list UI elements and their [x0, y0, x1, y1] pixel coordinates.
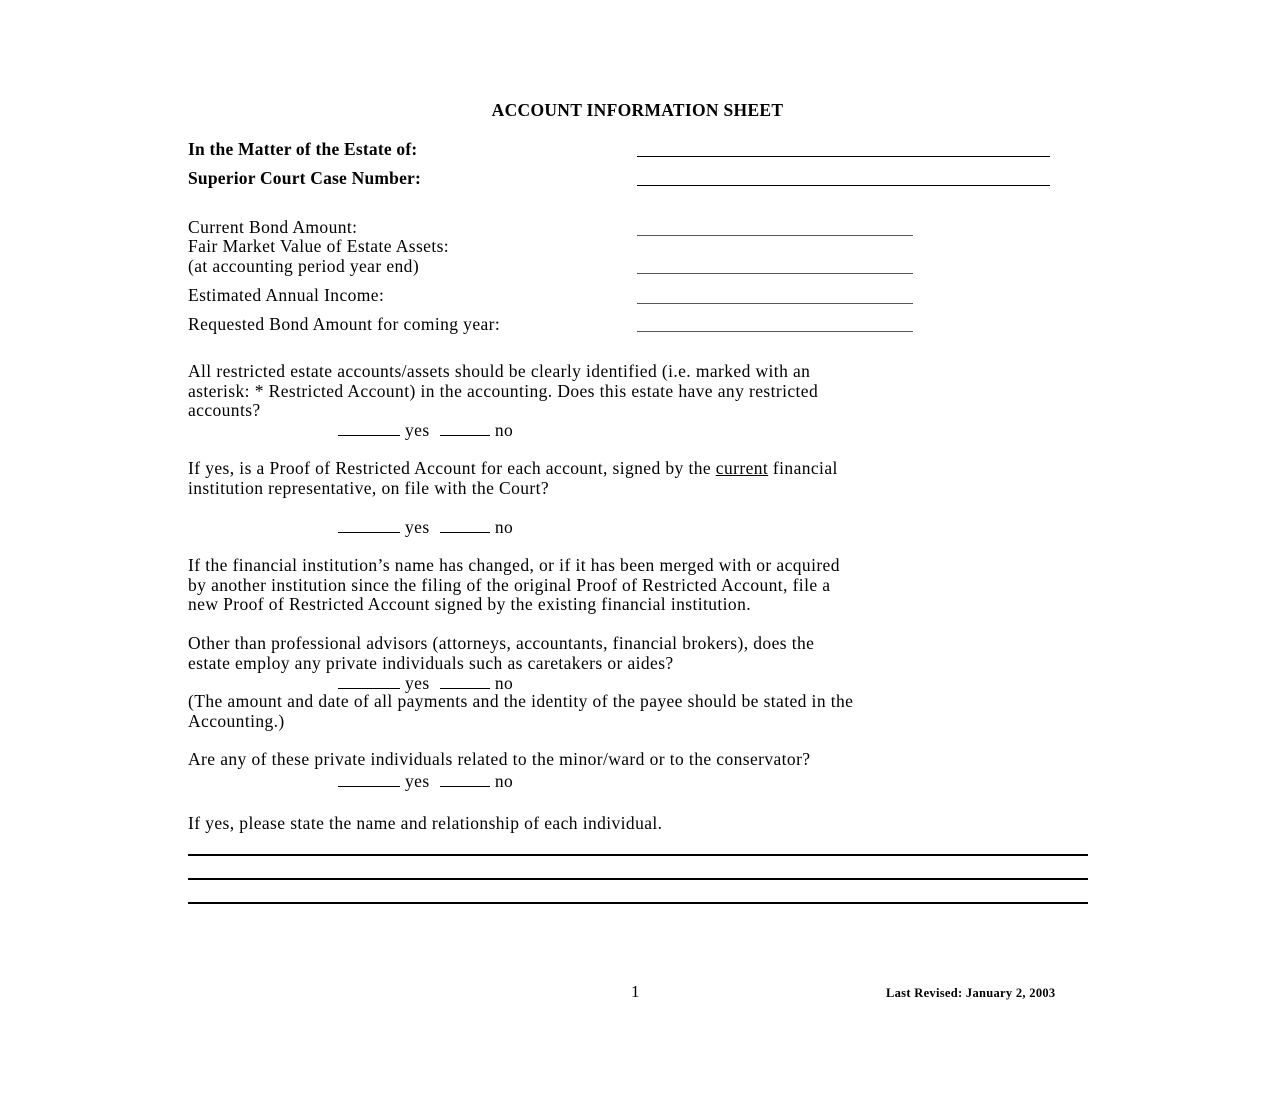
no-blank[interactable]	[440, 772, 490, 787]
restricted-accounts-choice: yes no	[338, 420, 513, 440]
fair-market-value-sublabel: (at accounting period year end)	[188, 256, 420, 276]
no-blank[interactable]	[440, 674, 490, 689]
payments-note: (The amount and date of all payments and the identity of the payee should be stated in the Accounting.)	[188, 691, 854, 731]
yes-blank[interactable]	[338, 772, 400, 787]
answer-line-2[interactable]	[188, 878, 1088, 880]
case-number-label: Superior Court Case Number:	[188, 168, 422, 188]
related-individuals-choice: yes no	[338, 771, 513, 791]
current-bond-field[interactable]	[637, 235, 913, 236]
related-individuals-question: Are any of these private individuals related to the minor/ward or to the conservator?	[188, 749, 811, 769]
private-individuals-choice: yes no	[338, 673, 513, 693]
estate-of-label: In the Matter of the Estate of:	[188, 139, 418, 159]
proof-on-file-choice: yes no	[338, 517, 513, 537]
name-change-note: If the financial institution’s name has changed, or if it has been merged with or acquired by another institution since the filing of the original Proof of Restricted Account, file a new Proof of Restricted Account signed by the existing financial institution.	[188, 555, 840, 614]
no-blank[interactable]	[440, 421, 490, 436]
private-individuals-question: Other than professional advisors (attorneys, accountants, financial brokers), does the estate employ any private individuals such as caretakers or aides?	[188, 633, 815, 673]
case-number-field[interactable]	[637, 185, 1050, 186]
requested-bond-field[interactable]	[637, 331, 913, 332]
page-number: 1	[631, 982, 640, 1001]
yes-blank[interactable]	[338, 421, 400, 436]
yes-blank[interactable]	[338, 674, 400, 689]
estimated-income-label: Estimated Annual Income:	[188, 285, 385, 305]
proof-on-file-question: If yes, is a Proof of Restricted Account for each account, signed by the current financial institution representative, on file with the Court?	[188, 458, 838, 498]
requested-bond-label: Requested Bond Amount for coming year:	[188, 314, 501, 334]
last-revised: Last Revised: January 2, 2003	[886, 986, 1056, 1000]
answer-line-1[interactable]	[188, 854, 1088, 856]
yes-blank[interactable]	[338, 518, 400, 533]
no-blank[interactable]	[440, 518, 490, 533]
estate-of-field[interactable]	[637, 156, 1050, 157]
current-bond-label: Current Bond Amount:	[188, 217, 358, 237]
restricted-accounts-question: All restricted estate accounts/assets should be clearly identified (i.e. marked with an asterisk: * Restricted Account) in the accounting. Does this estate have any restricted accounts?	[188, 361, 819, 420]
page-title: ACCOUNT INFORMATION SHEET	[491, 100, 784, 120]
state-relationship-instruction: If yes, please state the name and relationship of each individual.	[188, 813, 663, 833]
estimated-income-field[interactable]	[637, 303, 913, 304]
fair-market-value-field[interactable]	[637, 273, 913, 274]
answer-line-3[interactable]	[188, 902, 1088, 904]
fair-market-value-label: Fair Market Value of Estate Assets:	[188, 236, 450, 256]
